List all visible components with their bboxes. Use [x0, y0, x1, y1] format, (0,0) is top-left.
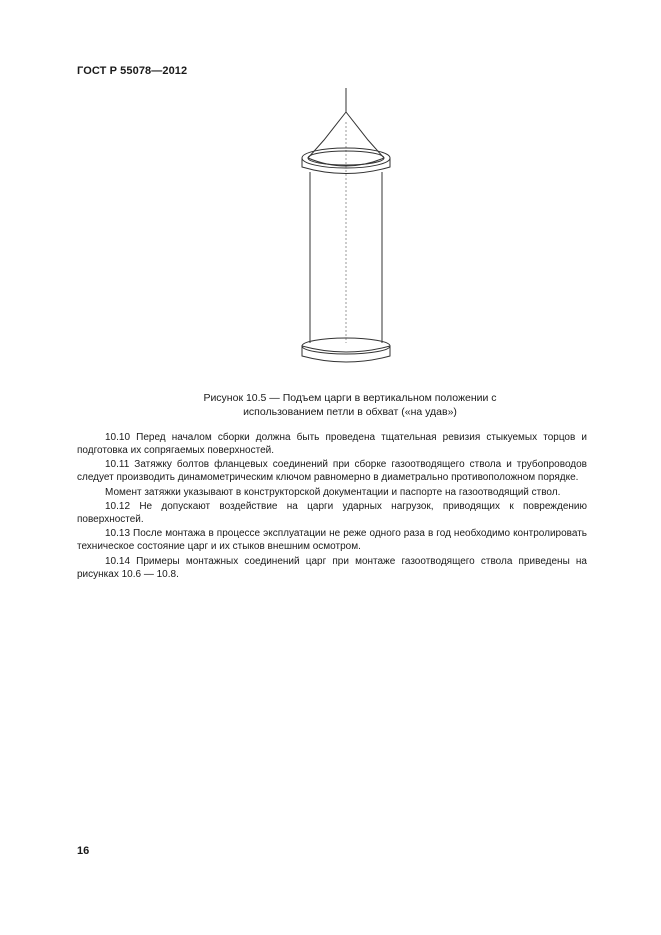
paragraph-10-14: 10.14 Примеры монтажных соединений царг при монтаже газоотводящего ствола приведены на рисунках 10.6 — 10.8.: [77, 555, 587, 580]
paragraph-10-11: 10.11 Затяжку болтов фланцевых соединений при сборке газоотводящего ствола и трубопроводов следует производить динамометрическим ключом равномерно в диаметрально противоположном порядке.: [77, 459, 587, 484]
paragraph-torque: Момент затяжки указывают в конструкторской документации и паспорте на газоотводящий ствол.: [105, 486, 561, 498]
document-header: ГОСТ Р 55078—2012: [77, 65, 188, 77]
paragraph-10-10: 10.10 Перед началом сборки должна быть проведена тщательная ревизия стыкуемых торцов и подготовка их сопрягаемых поверхностей.: [77, 432, 587, 456]
paragraph-10-12: 10.12 Не допускают воздействие на царги ударных нагрузок, приводящих к повреждению поверхностей.: [77, 501, 587, 525]
page-number: 16: [77, 845, 90, 857]
caption-line-1: Рисунок 10.5 — Подъем царги в вертикальном положении с: [203, 392, 497, 404]
figure-drum-lift: [290, 88, 410, 378]
body-text: [77, 432, 587, 583]
figure-caption: [150, 391, 550, 419]
caption-line-2: использованием петли в обхват («на удав»): [243, 406, 457, 418]
paragraph-10-13: 10.13 После монтажа в процессе эксплуатации не реже одного раза в год необходимо контролировать техническое состояние царг и их стыков внешним осмотром.: [77, 528, 587, 553]
